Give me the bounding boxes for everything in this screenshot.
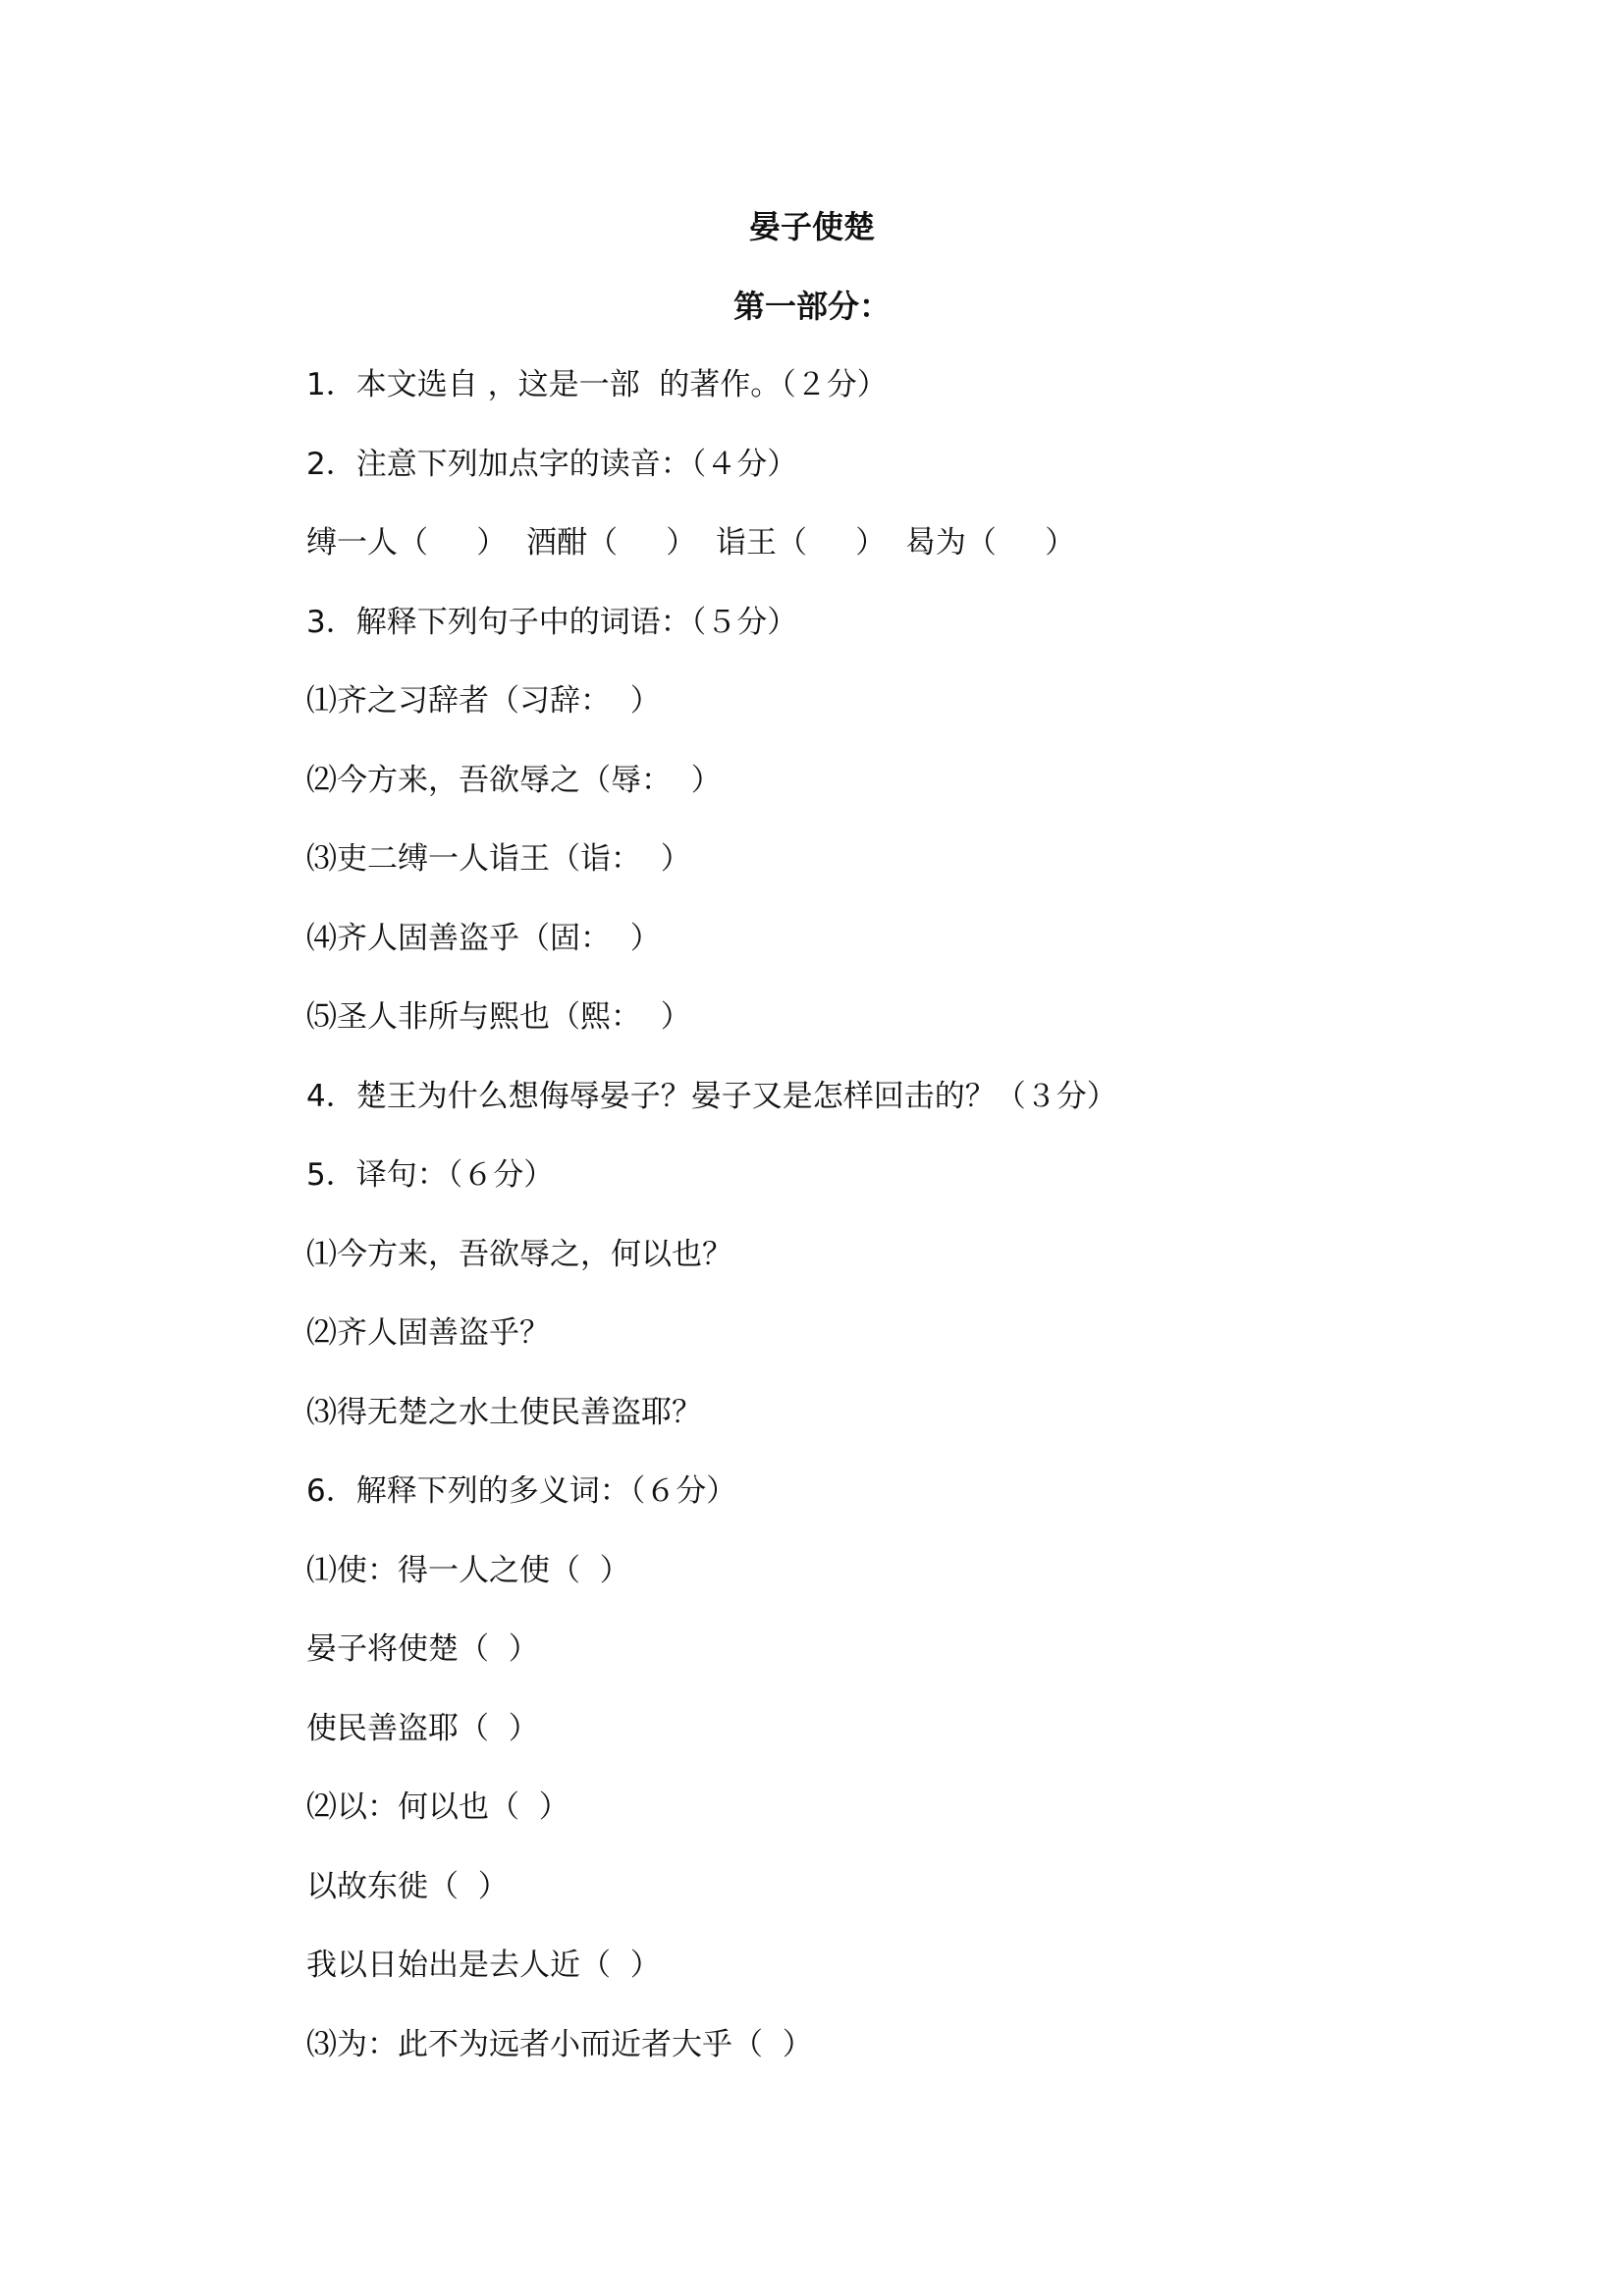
sub-item: ⑷齐人固善盗乎（固： ）: [306, 921, 661, 956]
sub-item: ⑵以：何以也（ ）: [306, 1789, 569, 1825]
sub-item: ⑴齐之习辞者（习辞： ）: [306, 683, 661, 719]
sub-item: ⑶吏二缚一人诣王（诣： ）: [306, 841, 691, 877]
document-title: 晏子使楚: [748, 208, 875, 245]
question-2: 2．注意下列加点字的读音：（４分）: [306, 447, 798, 482]
sub-item: ⑴使：得一人之使（ ）: [306, 1553, 630, 1588]
sub-item: 晏子将使楚（ ）: [306, 1631, 539, 1667]
question-5: 5．译句：（６分）: [306, 1157, 555, 1193]
sub-item: ⑴今方来，吾欲辱之，何以也？: [306, 1237, 732, 1272]
pronunciation-items: 缚一人（ ） 酒酣（ ） 诣王（ ） 曷为（ ）: [306, 525, 1076, 561]
sub-item: 使民善盗耶（ ）: [306, 1711, 539, 1746]
sub-item: ⑶得无楚之水土使民善盗耶？: [306, 1395, 702, 1430]
sub-item: 我以日始出是去人近（ ）: [306, 1948, 661, 1983]
question-6: 6．解释下列的多义词：（６分）: [306, 1473, 737, 1509]
sub-item: ⑵今方来，吾欲辱之（辱： ）: [306, 763, 722, 798]
sub-item: ⑸圣人非所与熙也（熙： ）: [306, 999, 691, 1035]
question-3: 3．解释下列句子中的词语：（５分）: [306, 605, 798, 640]
question-4: 4．楚王为什么想侮辱晏子？晏子又是怎样回击的？（３分）: [306, 1079, 1117, 1114]
section-heading: 第一部分：: [732, 288, 891, 325]
sub-item: ⑵齐人固善盗乎？: [306, 1315, 550, 1351]
sub-item: 以故东徙（ ）: [306, 1869, 509, 1904]
question-1: 1．本文选自 ，这是一部 的著作。（２分）: [306, 367, 888, 402]
sub-item: ⑶为：此不为远者小而近者大乎（ ）: [306, 2027, 813, 2062]
